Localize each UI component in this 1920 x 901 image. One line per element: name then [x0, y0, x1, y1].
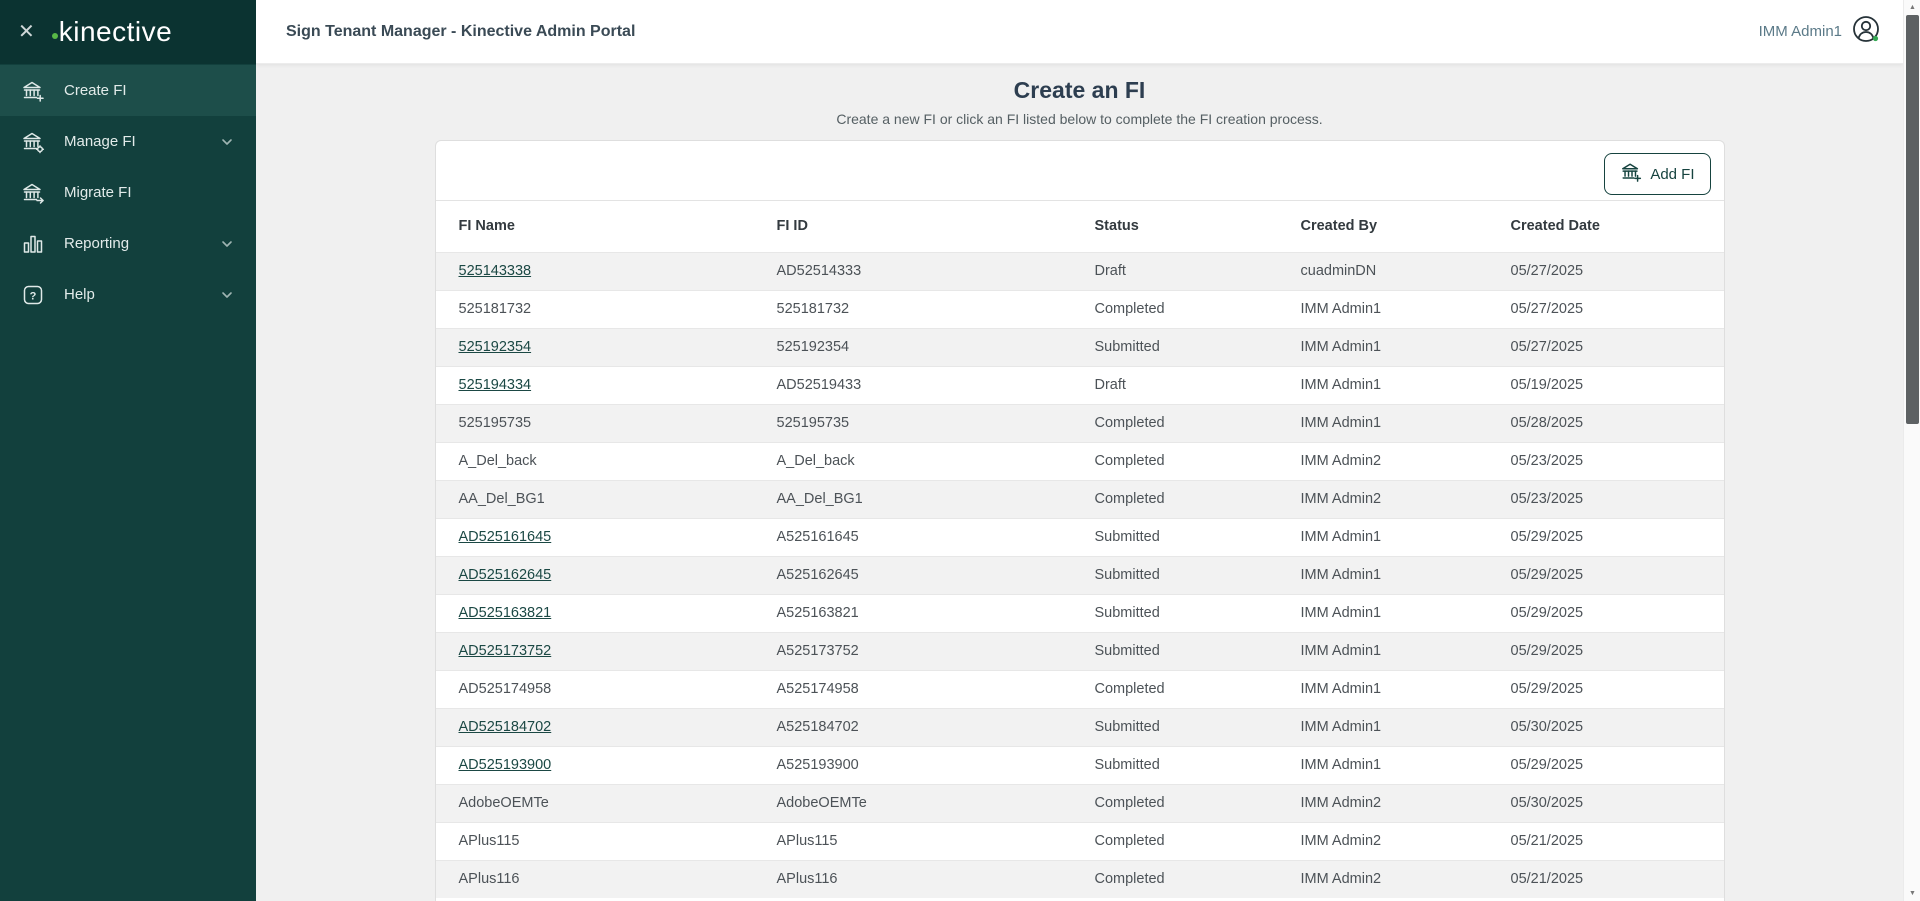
fi-name-text: A_Del_back: [458, 453, 537, 469]
fi-id-cell: A525162645: [776, 567, 859, 583]
fi-list-card: [435, 140, 1725, 901]
created-by-cell: IMM Admin1: [1300, 415, 1382, 431]
bank-plus-icon: [1620, 161, 1642, 187]
created-by-cell: IMM Admin1: [1300, 567, 1382, 583]
table-row: [436, 670, 1724, 708]
fi-name-cell: [436, 518, 754, 556]
created-by-cell: IMM Admin1: [1300, 301, 1382, 317]
fi-id-cell: 525192354: [776, 339, 850, 355]
fi-name-link[interactable]: 525192354: [458, 339, 532, 355]
fi-name-cell: [436, 290, 754, 328]
sidebar-logo-bar: [0, 0, 256, 64]
fi-name-text: APlus115: [458, 833, 520, 849]
created-date-cell: 05/23/2025: [1510, 491, 1584, 507]
status-cell: Draft: [1094, 263, 1126, 279]
sidebar-item-label: Reporting: [64, 235, 130, 252]
table-row: [436, 784, 1724, 822]
created-date-cell: 05/29/2025: [1510, 757, 1584, 773]
column-header-fi-id: FI ID: [776, 218, 808, 235]
bank-gear-icon: [20, 129, 46, 155]
created-date-cell: 05/29/2025: [1510, 681, 1584, 697]
scrollbar-up-arrow-icon[interactable]: ▲: [1909, 4, 1916, 11]
bank-plus-icon: [20, 78, 46, 104]
created-date-cell: 05/21/2025: [1510, 833, 1584, 849]
created-by-cell: IMM Admin1: [1300, 605, 1382, 621]
table-row: [436, 746, 1724, 784]
fi-name-text: AA_Del_BG1: [458, 491, 545, 507]
bar-chart-icon: [20, 231, 46, 257]
table-row: [436, 366, 1724, 404]
logo-green-dot-icon: [52, 33, 58, 39]
created-by-cell: IMM Admin2: [1300, 795, 1382, 811]
svg-text:?: ?: [29, 289, 37, 302]
fi-id-cell: 525181732: [776, 301, 850, 317]
page-subtitle: Create a new FI or click an FI listed below to complete the FI creation process.: [836, 111, 1323, 127]
fi-name-link[interactable]: 525194334: [458, 377, 532, 393]
card-toolbar: [436, 141, 1724, 201]
chevron-down-icon: [220, 134, 236, 150]
column-header-status: Status: [1094, 218, 1139, 235]
column-header-created-by: Created By: [1300, 218, 1378, 235]
status-cell: Completed: [1094, 453, 1165, 469]
status-cell: Submitted: [1094, 719, 1160, 735]
created-by-cell: IMM Admin1: [1300, 529, 1382, 545]
status-cell: Completed: [1094, 833, 1165, 849]
user-avatar-icon[interactable]: [1851, 14, 1881, 49]
sidebar-item-create-fi[interactable]: [0, 65, 256, 116]
top-header: [256, 0, 1903, 64]
fi-id-cell: A525161645: [776, 529, 859, 545]
fi-name-text: 525181732: [458, 301, 532, 317]
fi-name-cell: [436, 632, 754, 670]
column-header-fi-name: FI Name: [458, 218, 515, 235]
table-row: [436, 594, 1724, 632]
scrollbar-thumb[interactable]: [1906, 15, 1919, 424]
fi-name-cell: [436, 252, 754, 290]
fi-name-cell: [436, 442, 754, 480]
table-row: [436, 822, 1724, 860]
status-cell: Completed: [1094, 301, 1165, 317]
fi-id-cell: APlus116: [776, 871, 838, 888]
fi-id-cell: 525195735: [776, 415, 850, 431]
bank-arrow-icon: [20, 180, 46, 206]
created-date-cell: 05/29/2025: [1510, 643, 1584, 659]
sidebar-item-label: Migrate FI: [64, 184, 132, 201]
created-date-cell: 05/21/2025: [1510, 871, 1584, 888]
main-content: [256, 64, 1903, 901]
table-row: [436, 556, 1724, 594]
sidebar-item-label: Create FI: [64, 82, 127, 99]
created-by-cell: IMM Admin2: [1300, 871, 1382, 888]
fi-id-cell: A525173752: [776, 643, 859, 659]
help-icon: [20, 282, 46, 308]
fi-id-cell: AD52519433: [776, 377, 862, 393]
created-by-cell: IMM Admin1: [1300, 719, 1382, 735]
table-row: [436, 442, 1724, 480]
fi-name-text: APlus116: [458, 871, 520, 888]
table-row: [436, 404, 1724, 442]
status-cell: Completed: [1094, 681, 1165, 697]
logo-text: kinective: [58, 16, 173, 47]
fi-id-cell: AA_Del_BG1: [776, 491, 863, 507]
fi-name-text: AD525174958: [458, 681, 552, 697]
status-cell: Submitted: [1094, 643, 1160, 659]
add-fi-button-label: Add FI: [1650, 165, 1695, 183]
table-row: [436, 708, 1724, 746]
sidebar: [0, 0, 256, 901]
status-cell: Completed: [1094, 795, 1165, 811]
user-name: IMM Admin1: [1758, 23, 1842, 40]
status-cell: Draft: [1094, 377, 1126, 393]
created-date-cell: 05/28/2025: [1510, 415, 1584, 431]
sidebar-item-label: Manage FI: [64, 133, 136, 150]
sidebar-item-migrate-fi[interactable]: [0, 167, 256, 218]
column-header-created-date: Created Date: [1510, 218, 1600, 235]
table-header-row: [436, 201, 1724, 252]
table-row: [436, 632, 1724, 670]
fi-id-cell: APlus115: [776, 833, 838, 849]
fi-table: [436, 201, 1724, 898]
user-menu[interactable]: [1759, 14, 1881, 49]
created-date-cell: 05/30/2025: [1510, 719, 1584, 735]
fi-name-link[interactable]: AD525193900: [458, 757, 552, 773]
fi-id-cell: A525163821: [776, 605, 859, 621]
fi-name-cell: [436, 594, 754, 632]
fi-name-cell: [436, 556, 754, 594]
fi-name-cell: [436, 708, 754, 746]
add-fi-button[interactable]: [1604, 153, 1710, 195]
fi-id-cell: AD52514333: [776, 263, 862, 279]
fi-id-cell: A525193900: [776, 757, 859, 773]
fi-name-cell: [436, 860, 754, 898]
created-by-cell: IMM Admin1: [1300, 339, 1382, 355]
fi-name-link[interactable]: AD525161645: [458, 529, 552, 545]
status-cell: Completed: [1094, 871, 1165, 888]
fi-id-cell: AdobeOEMTe: [776, 795, 867, 811]
created-by-cell: IMM Admin1: [1300, 681, 1382, 697]
chevron-down-icon: [220, 287, 236, 303]
portal-title: Sign Tenant Manager - Kinective Admin Portal: [286, 22, 636, 40]
fi-name-link[interactable]: AD525184702: [458, 719, 552, 735]
fi-name-cell: [436, 822, 754, 860]
table-row: [436, 480, 1724, 518]
chevron-down-icon: [220, 236, 236, 252]
created-date-cell: 05/27/2025: [1510, 263, 1584, 279]
table-row: [436, 860, 1724, 898]
fi-name-cell: [436, 366, 754, 404]
scrollbar-down-arrow-icon[interactable]: ▼: [1909, 890, 1916, 897]
table-row: [436, 252, 1724, 290]
created-by-cell: IMM Admin2: [1300, 833, 1382, 849]
created-by-cell: IMM Admin2: [1300, 491, 1382, 507]
kinective-logo: [51, 16, 172, 48]
fi-name-link[interactable]: AD525173752: [458, 643, 552, 659]
status-cell: Submitted: [1094, 339, 1160, 355]
fi-id-cell: A525184702: [776, 719, 859, 735]
vertical-scrollbar[interactable]: [1903, 0, 1920, 901]
created-date-cell: 05/27/2025: [1510, 301, 1584, 317]
fi-name-cell: [436, 404, 754, 442]
created-by-cell: IMM Admin1: [1300, 643, 1382, 659]
sidebar-nav: [0, 64, 256, 320]
created-by-cell: IMM Admin1: [1300, 377, 1382, 393]
page-title: Create an FI: [1013, 77, 1146, 103]
fi-name-link[interactable]: AD525162645: [458, 567, 552, 583]
fi-name-cell: [436, 784, 754, 822]
sidebar-item-help[interactable]: [0, 269, 256, 320]
status-cell: Completed: [1094, 415, 1165, 431]
fi-id-cell: A525174958: [776, 681, 859, 697]
fi-name-cell: [436, 670, 754, 708]
sidebar-item-label: Help: [64, 286, 95, 303]
created-by-cell: IMM Admin1: [1300, 757, 1382, 773]
table-row: [436, 290, 1724, 328]
created-date-cell: 05/19/2025: [1510, 377, 1584, 393]
fi-name-cell: [436, 480, 754, 518]
status-cell: Submitted: [1094, 605, 1160, 621]
created-date-cell: 05/29/2025: [1510, 529, 1584, 545]
close-icon[interactable]: ✕: [18, 21, 35, 43]
created-by-cell: cuadminDN: [1300, 263, 1377, 279]
created-date-cell: 05/23/2025: [1510, 453, 1584, 469]
sidebar-item-reporting[interactable]: [0, 218, 256, 269]
fi-name-cell: [436, 328, 754, 366]
created-date-cell: 05/30/2025: [1510, 795, 1584, 811]
fi-name-link[interactable]: AD525163821: [458, 605, 552, 621]
fi-name-link[interactable]: 525143338: [458, 263, 532, 279]
fi-name-text: AdobeOEMTe: [458, 795, 549, 811]
created-by-cell: IMM Admin2: [1300, 453, 1382, 469]
created-date-cell: 05/29/2025: [1510, 605, 1584, 621]
fi-id-cell: A_Del_back: [776, 453, 855, 469]
fi-name-text: 525195735: [458, 415, 532, 431]
created-date-cell: 05/29/2025: [1510, 567, 1584, 583]
table-row: [436, 518, 1724, 556]
status-cell: Submitted: [1094, 567, 1160, 583]
fi-name-cell: [436, 746, 754, 784]
status-cell: Completed: [1094, 491, 1165, 507]
sidebar-item-manage-fi[interactable]: [0, 116, 256, 167]
status-cell: Submitted: [1094, 529, 1160, 545]
status-cell: Submitted: [1094, 757, 1160, 773]
created-date-cell: 05/27/2025: [1510, 339, 1584, 355]
table-row: [436, 328, 1724, 366]
